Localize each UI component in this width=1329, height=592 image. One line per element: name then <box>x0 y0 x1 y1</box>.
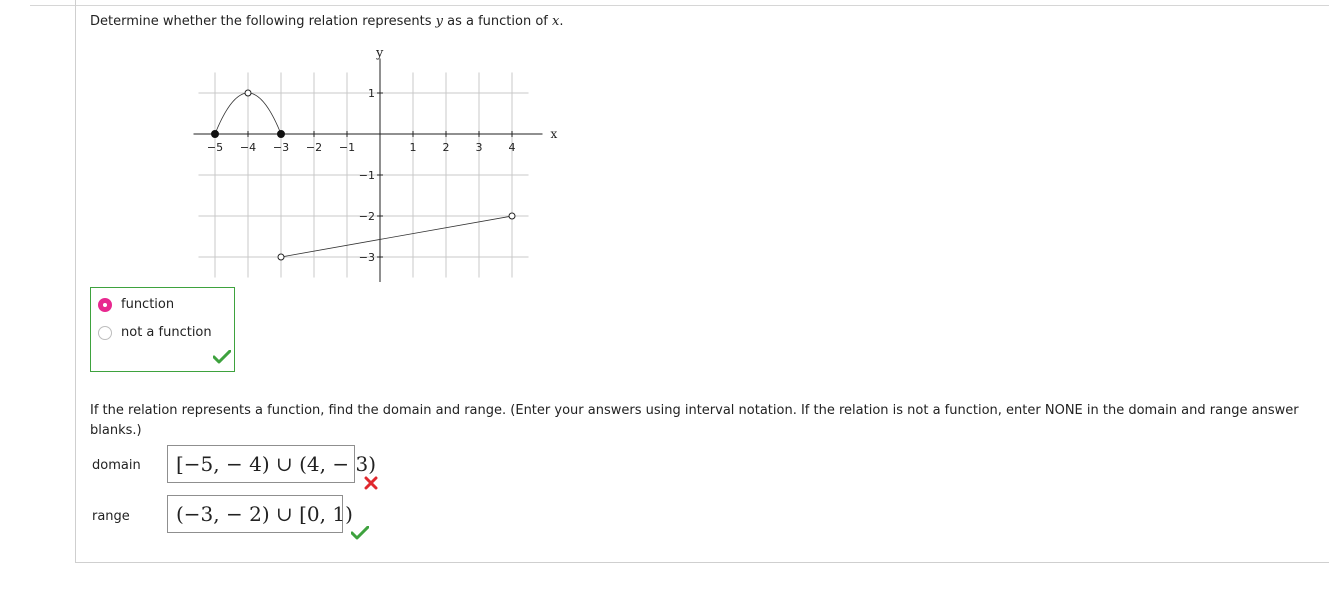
radio-not-a-function[interactable] <box>98 326 112 340</box>
x-tick-label: 2 <box>442 141 450 154</box>
relation-graph <box>190 42 570 282</box>
choice-not-a-function[interactable] <box>98 325 212 340</box>
range-answer-box[interactable] <box>167 495 353 533</box>
incorrect-x-icon <box>364 476 378 490</box>
domain-answer-box[interactable] <box>167 445 376 483</box>
open-point <box>245 90 251 96</box>
x-tick-label: 4 <box>508 141 516 154</box>
correct-check-icon <box>351 526 369 540</box>
x-tick-label: 3 <box>475 141 483 154</box>
line-segment <box>281 216 512 257</box>
y-tick-label: −2 <box>358 210 375 223</box>
x-tick-label: −1 <box>338 141 356 154</box>
range-label: range <box>92 509 130 524</box>
open-point <box>278 254 284 260</box>
question-text: Determine whether the following relation represents y as a function of x. <box>90 14 564 29</box>
y-tick-label: −3 <box>358 251 375 264</box>
x-tick-label: −5 <box>206 141 224 154</box>
y-tick-label: −1 <box>358 169 375 182</box>
x-tick-label: −2 <box>305 141 323 154</box>
choice-function[interactable] <box>98 297 174 312</box>
closed-point <box>212 131 219 138</box>
choice-not-a-function-label: not a function <box>121 325 212 340</box>
y-axis-label: y <box>376 46 384 61</box>
y-tick-label: 1 <box>368 87 375 100</box>
closed-point <box>278 131 285 138</box>
x-tick-label: −4 <box>239 141 257 154</box>
radio-function-selected[interactable] <box>98 298 112 312</box>
function-choice-group <box>90 287 235 372</box>
range-answer-value: (−3, − 2) ∪ [0, 1) <box>176 502 353 526</box>
x-axis-label: x <box>550 127 558 141</box>
x-tick-label: −3 <box>272 141 290 154</box>
domain-answer-value: [−5, − 4) ∪ (4, − 3) <box>176 452 376 476</box>
choice-function-label: function <box>121 297 175 312</box>
x-tick-label: 1 <box>409 141 417 154</box>
open-point <box>509 213 515 219</box>
instructions-text: If the relation represents a function, find the domain and range. (Enter your answers using interval notation. If the relation is not a function, enter NONE in the domain and range answer blanks.) <box>90 403 1299 438</box>
correct-check-icon <box>213 350 231 364</box>
domain-label: domain <box>92 458 141 473</box>
